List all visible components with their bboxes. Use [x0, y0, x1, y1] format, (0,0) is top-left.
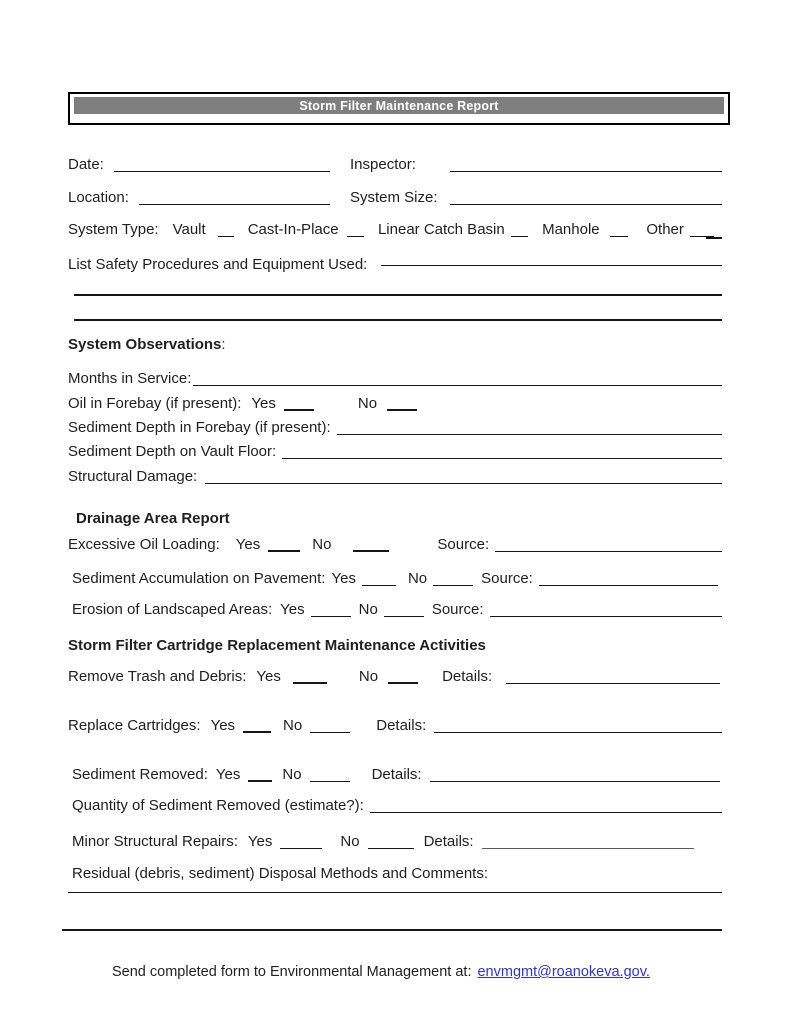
maintenance-heading: [68, 636, 486, 656]
remove-trash-yes-label: Yes: [256, 668, 281, 685]
sediment-pavement-label: Sediment Accumulation on Pavement:: [72, 570, 326, 587]
oil-forebay-yes-blank[interactable]: [284, 409, 314, 411]
erosion-yes-blank[interactable]: [311, 616, 351, 617]
remove-trash-no-blank[interactable]: [388, 682, 418, 684]
sediment-depth-forebay-label: Sediment Depth in Forebay (if present):: [68, 419, 331, 436]
row-residual: [72, 864, 488, 884]
location-label: Location:: [68, 189, 129, 206]
structural-damage-label: Structural Damage:: [68, 468, 198, 485]
remove-trash-details-label: Details:: [442, 668, 493, 685]
footer-text: Send completed form to Environmental Management at:: [112, 964, 472, 980]
row-sediment-pavement: [72, 569, 718, 589]
excessive-oil-yes-label: Yes: [235, 536, 261, 553]
excessive-oil-source-label: Source:: [437, 536, 490, 553]
option-cast-in-place-label: Cast-In-Place: [247, 221, 339, 238]
replace-cartridges-no-blank[interactable]: [310, 732, 350, 733]
replace-cartridges-yes-label: Yes: [210, 717, 236, 734]
system-size-label: System Size:: [350, 189, 438, 206]
row-erosion: [72, 600, 722, 620]
minor-repairs-yes-label: Yes: [247, 833, 273, 850]
row-minor-repairs: [72, 832, 694, 852]
remove-trash-no-label: No: [358, 668, 379, 685]
page-title: Storm Filter Maintenance Report: [299, 98, 499, 113]
sediment-removed-no-label: No: [282, 766, 302, 783]
row-months-in-service: [68, 369, 722, 389]
minor-repairs-details-label: Details:: [423, 833, 474, 850]
row-remove-trash: [68, 667, 720, 687]
remove-trash-label: Remove Trash and Debris:: [68, 668, 247, 685]
safety-line-1[interactable]: [381, 265, 722, 266]
safety-line-2[interactable]: [74, 294, 722, 296]
drainage-heading-text: Drainage Area Report: [76, 510, 230, 527]
replace-cartridges-yes-blank[interactable]: [243, 731, 271, 733]
sediment-pavement-source-label: Source:: [481, 570, 533, 587]
sediment-removed-yes-label: Yes: [215, 766, 241, 783]
erosion-source-label: Source:: [431, 601, 484, 618]
excessive-oil-no-label: No: [312, 536, 332, 553]
row-sediment-removed: [72, 765, 720, 785]
remove-trash-details-line[interactable]: [506, 683, 720, 684]
option-manhole-label: Manhole: [542, 221, 600, 238]
residual-line-2[interactable]: [62, 929, 722, 931]
minor-repairs-no-label: No: [340, 833, 360, 850]
months-in-service-label: Months in Service:: [68, 370, 192, 387]
row-date-inspector: [68, 155, 722, 175]
minor-repairs-no-blank[interactable]: [368, 848, 414, 849]
excessive-oil-label: Excessive Oil Loading:: [68, 536, 220, 553]
row-structural-damage: [68, 467, 722, 487]
replace-cartridges-details-label: Details:: [376, 717, 427, 734]
erosion-label: Erosion of Landscaped Areas:: [72, 601, 273, 618]
sediment-pavement-no-blank[interactable]: [433, 585, 473, 586]
sediment-removed-details-line[interactable]: [430, 781, 720, 782]
sediment-removed-label: Sediment Removed:: [72, 766, 208, 783]
footer: [112, 962, 650, 982]
form-title-bar: [74, 97, 724, 114]
erosion-no-blank[interactable]: [384, 616, 424, 617]
oil-forebay-no-label: No: [357, 395, 378, 412]
option-other-blank-2[interactable]: [706, 237, 722, 239]
quantity-sediment-line[interactable]: [370, 812, 722, 813]
maintenance-heading-text: Storm Filter Cartridge Replacement Maintenance Activities: [68, 637, 486, 654]
row-replace-cartridges: [68, 716, 722, 736]
sediment-pavement-yes-blank[interactable]: [362, 585, 396, 586]
row-location-systemsize: [68, 188, 722, 208]
row-safety: [68, 255, 722, 275]
quantity-sediment-label: Quantity of Sediment Removed (estimate?):: [72, 797, 364, 814]
erosion-source-line[interactable]: [490, 616, 722, 617]
months-in-service-line[interactable]: [193, 385, 722, 386]
safety-line-3[interactable]: [74, 319, 722, 321]
observations-heading-text: System Observations: [68, 336, 222, 353]
option-linear-catch-basin-blank[interactable]: [511, 236, 528, 237]
option-cast-in-place-blank[interactable]: [347, 236, 364, 237]
system-size-line[interactable]: [450, 204, 722, 205]
safety-label: List Safety Procedures and Equipment Used:: [68, 256, 368, 273]
sediment-pavement-no-label: No: [407, 570, 428, 587]
row-quantity-sediment: [72, 796, 722, 816]
replace-cartridges-label: Replace Cartridges:: [68, 717, 201, 734]
sediment-pavement-source-line[interactable]: [539, 585, 718, 586]
oil-in-forebay-label: Oil in Forebay (if present):: [68, 395, 242, 412]
option-other-label: Other: [646, 221, 684, 238]
row-oil-in-forebay: [68, 394, 417, 414]
date-label: Date:: [68, 156, 104, 173]
residual-label: Residual (debris, sediment) Disposal Methods and Comments:: [72, 865, 489, 882]
excessive-oil-source-line[interactable]: [495, 551, 722, 552]
row-sediment-depth-forebay: [68, 418, 722, 438]
oil-forebay-yes-label: Yes: [251, 395, 276, 412]
residual-line-1[interactable]: [68, 892, 722, 893]
option-manhole-blank[interactable]: [610, 236, 629, 237]
location-line[interactable]: [139, 204, 330, 205]
row-excessive-oil: [68, 535, 722, 555]
option-vault-blank[interactable]: [218, 236, 234, 237]
row-sediment-depth-vault: [68, 442, 722, 462]
date-line[interactable]: [114, 171, 330, 172]
excessive-oil-no-blank[interactable]: [353, 550, 389, 552]
sediment-depth-vault-label: Sediment Depth on Vault Floor:: [68, 443, 277, 460]
option-linear-catch-basin-label: Linear Catch Basin: [377, 221, 505, 238]
minor-repairs-details-line[interactable]: [482, 848, 694, 849]
inspector-line[interactable]: [450, 171, 722, 172]
inspector-label: Inspector:: [350, 156, 416, 173]
minor-repairs-yes-blank[interactable]: [280, 848, 322, 849]
footer-email-link[interactable]: envmgmt@roanokeva.gov.: [477, 964, 650, 980]
observations-heading-colon: :: [221, 336, 226, 353]
observations-heading: [68, 335, 226, 355]
structural-damage-line[interactable]: [205, 483, 722, 484]
sediment-depth-vault-line[interactable]: [282, 458, 722, 459]
remove-trash-yes-blank[interactable]: [293, 682, 327, 684]
drainage-heading: [76, 509, 230, 529]
replace-cartridges-details-line[interactable]: [434, 732, 722, 733]
form-title-box: [68, 92, 730, 125]
sediment-removed-no-blank[interactable]: [310, 781, 350, 782]
sediment-depth-forebay-line[interactable]: [337, 434, 722, 435]
replace-cartridges-no-label: No: [283, 717, 303, 734]
erosion-no-label: No: [358, 601, 378, 618]
minor-repairs-label: Minor Structural Repairs:: [72, 833, 238, 850]
oil-forebay-no-blank[interactable]: [387, 409, 417, 411]
system-type-label: System Type:: [68, 221, 159, 238]
erosion-yes-label: Yes: [280, 601, 305, 618]
sediment-pavement-yes-label: Yes: [331, 570, 356, 587]
option-vault-label: Vault: [172, 221, 206, 238]
sediment-removed-details-label: Details:: [371, 766, 422, 783]
row-system-type: [68, 220, 722, 240]
excessive-oil-yes-blank[interactable]: [268, 550, 300, 552]
sediment-removed-yes-blank[interactable]: [248, 780, 272, 782]
